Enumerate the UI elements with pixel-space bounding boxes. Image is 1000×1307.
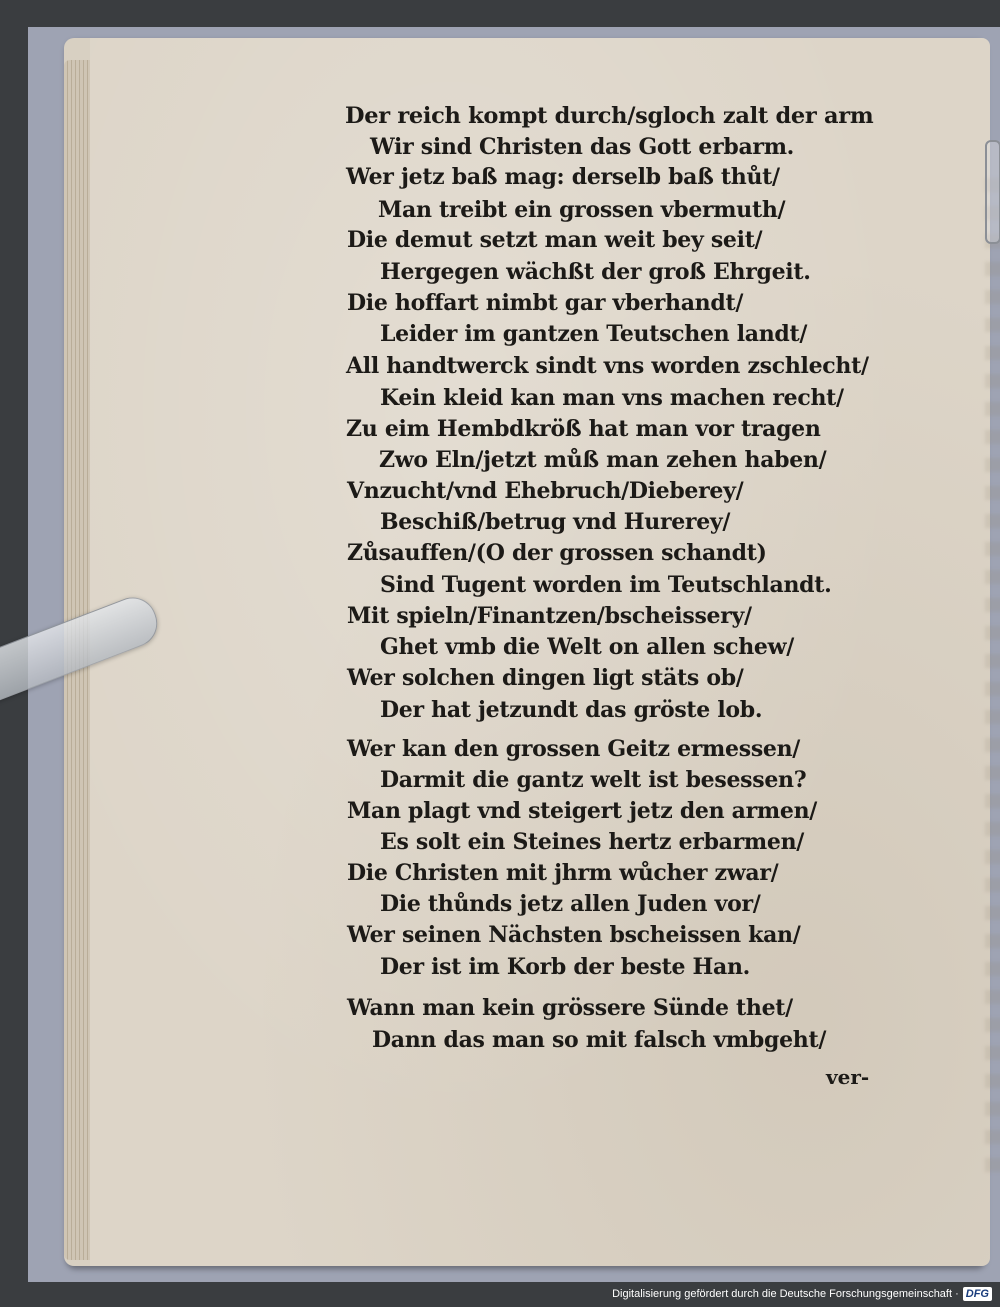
text-line: Es solt ein Steines hertz erbarmen/ — [380, 829, 805, 855]
text-line: Zwo Eln/jetzt můß man zehen haben/ — [379, 447, 827, 473]
text-line: Zůsauffen/(O der grossen schandt) — [347, 540, 767, 566]
text-line: Vnzucht/vnd Ehebruch/Dieberey/ — [347, 478, 744, 504]
text-line: Zu eim Hembdkröß hat man vor tragen — [346, 416, 821, 442]
text-line: Mit spieln/Finantzen/bscheissery/ — [347, 603, 752, 629]
text-line: Man treibt ein grossen vbermuth/ — [378, 197, 786, 223]
text-line: Der reich kompt durch/sgloch zalt der arm — [345, 103, 874, 129]
text-line: Man plagt vnd steigert jetz den armen/ — [347, 798, 818, 824]
text-line: Hergegen wächßt der groß Ehrgeit. — [380, 259, 811, 285]
footer-credit — [612, 1285, 992, 1303]
show-through-text — [985, 178, 1000, 1178]
text-line: Die hoffart nimbt gar vberhandt/ — [347, 290, 744, 316]
text-line: Wer solchen dingen ligt stäts ob/ — [347, 665, 744, 691]
text-line: Wir sind Christen das Gott erbarm. — [370, 134, 795, 160]
text-line: Die demut setzt man weit bey seit/ — [347, 227, 763, 253]
funding-credit-text: Digitalisierung gefördert durch die Deutsche Forschungsgemeinschaft · — [612, 1288, 959, 1300]
text-line: Dann das man so mit falsch vmbgeht/ — [372, 1027, 827, 1053]
page-clip — [985, 140, 1000, 244]
text-line: Der ist im Korb der beste Han. — [380, 954, 751, 980]
text-line: Beschiß/betrug vnd Hurerey/ — [380, 509, 731, 535]
text-line: Die Christen mit jhrm wůcher zwar/ — [347, 860, 779, 886]
text-line: Wer kan den grossen Geitz ermessen/ — [347, 736, 801, 762]
text-line: Kein kleid kan man vns machen recht/ — [380, 385, 844, 411]
dfg-logo-icon: DFG — [963, 1287, 992, 1301]
text-line: Sind Tugent worden im Teutschlandt. — [380, 572, 832, 598]
catchword: ver- — [826, 1065, 870, 1089]
text-line: Ghet vmb die Welt on allen schew/ — [380, 634, 794, 660]
text-line: Die thůnds jetz allen Juden vor/ — [380, 891, 761, 917]
text-line: Der hat jetzundt das gröste lob. — [380, 697, 763, 723]
text-line: Leider im gantzen Teutschen landt/ — [380, 321, 808, 347]
text-line: Wann man kein grössere Sünde thet/ — [347, 995, 793, 1021]
text-line: Wer seinen Nächsten bscheissen kan/ — [347, 922, 801, 948]
text-line: Darmit die gantz welt ist besessen? — [380, 767, 807, 793]
text-line: Wer jetz baß mag: derselb baß thůt/ — [346, 164, 780, 190]
text-line: All handtwerck sindt vns worden zschlecht/ — [346, 353, 869, 379]
